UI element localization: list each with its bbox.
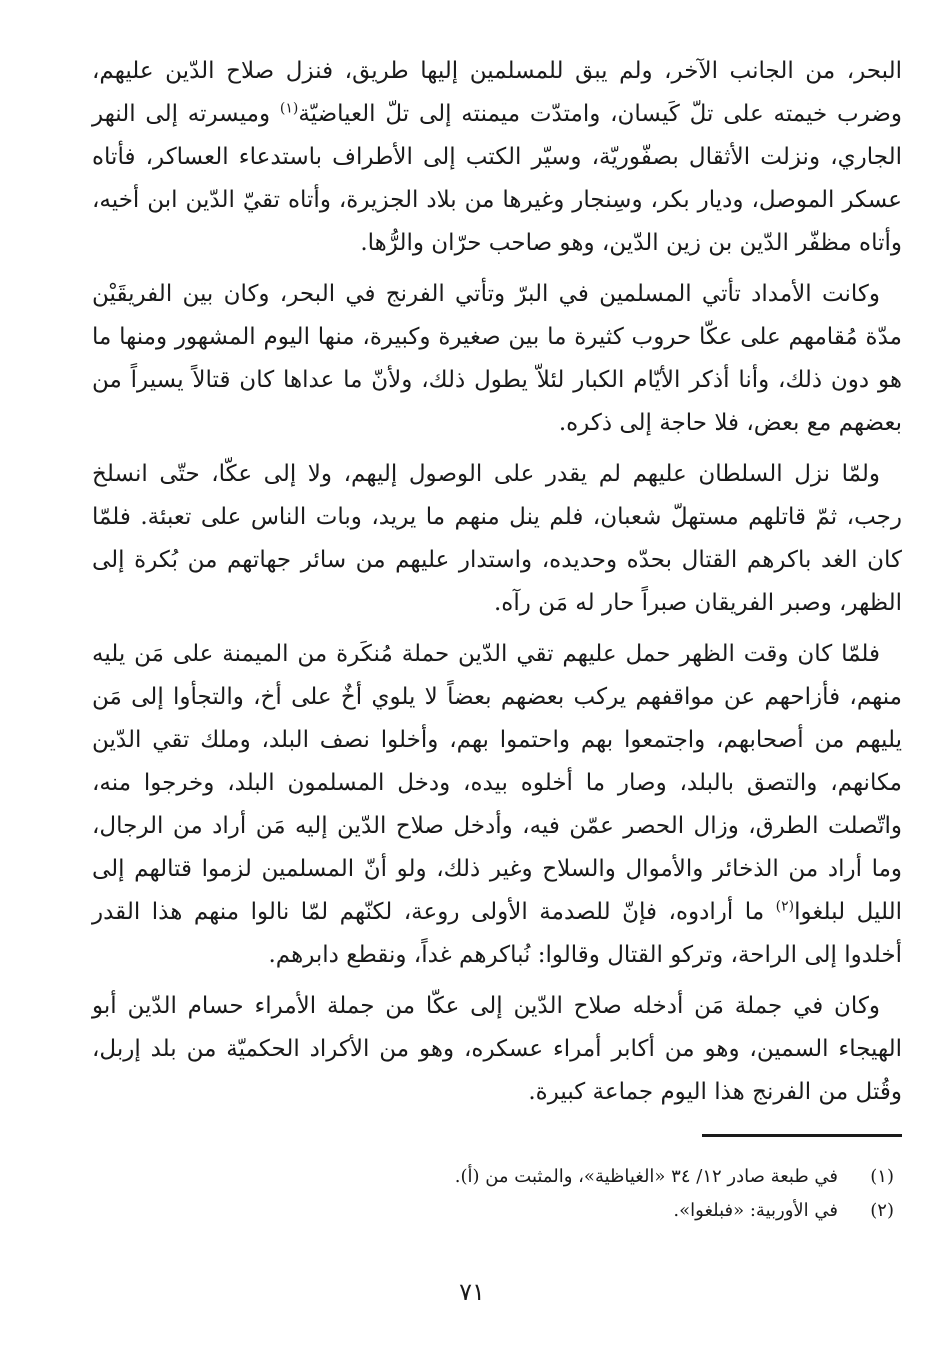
page-number: ٧١ bbox=[459, 1278, 485, 1306]
paragraph-5-text: وكان في جملة مَن أدخله صلاح الدّين إلى عكّا من جملة الأمراء حسام الدّين أبو الهيجاء السمين، وهو من أكابر أمراء عسكره، وهو من الأكراد الحكميّة من بلد إربل، وقُتل من الفرنج هذا اليوم جماعة كبيرة. bbox=[92, 993, 902, 1105]
main-text-block bbox=[92, 50, 902, 1122]
paragraph-2-text: وكانت الأمداد تأتي المسلمين في البرّ وتأتي الفرنج في البحر، وكان بين الفريقَيْن مدّة مُقامهم على عكّا حروب كثيرة ما بين صغيرة وكبيرة، منها اليوم المشهور ومنها ما هو دون ذلك، وأنا أذكر الأيّام الكبار لئلاّ يطول ذلك، ولأنّ ما عداها كان قتالاً يسيراً من بعضهم مع بعض، فلا حاجة إلى ذكره. bbox=[92, 281, 902, 436]
footnote-1-number: (١) bbox=[870, 1166, 894, 1187]
paragraph-3-text: ولمّا نزل السلطان عليهم لم يقدر على الوصول إليهم، ولا إلى عكّا، حتّى انسلخ رجب، ثمّ قاتلهم مستهلّ شعبان، فلم ينل منهم ما يريد، وبات الناس على تعبئة. فلمّا كان الغد باكرهم القتال بحدّه وحديده، واستدار عليهم من سائر جهاتهم من بُكرة إلى الظهر، وصبر الفريقان صبراً حار له مَن رآه. bbox=[92, 461, 902, 616]
paragraph-1-text: البحر، من الجانب الآخر، ولم يبق للمسلمين إليها طريق، فنزل صلاح الدّين عليهم، وضرب خيمته على تلّ كَيسان، وامتدّت ميمنته إلى تلّ العياضيّة bbox=[92, 58, 902, 127]
footnote-separator bbox=[702, 1134, 902, 1137]
paragraph-1-text-continued: وميسرته إلى النهر الجاري، ونزلت الأثقال بصفّوريّة، وسيّر الكتب إلى الأطراف باستدعاء العساكر، فأتاه عسكر الموصل، وديار بكر، وسِنجار وغيرها من بلاد الجزيرة، وأتاه تقيّ الدّين ابن أخيه، وأتاه مظفّر الدّين بن زين الدّين، وهو صاحب حرّان والرُّها. bbox=[92, 101, 902, 256]
paragraph-5 bbox=[92, 985, 902, 1114]
paragraph-3 bbox=[92, 453, 902, 625]
footnote-1 bbox=[92, 1160, 902, 1194]
paragraph-1 bbox=[92, 50, 902, 265]
footnote-ref-1: (١) bbox=[279, 100, 299, 117]
paragraph-4-text-continued: ما أرادوه، فإنّ للصدمة الأولى روعة، لكنّهم لمّا نالوا منهم هذا القدر أخلدوا إلى الراحة، وتركو القتال وقالوا: نُباكرهم غداً، ونقطع دابرهم. bbox=[92, 899, 902, 968]
footnotes bbox=[92, 1160, 902, 1228]
footnote-2-text: في الأوربية: «فبلغوا». bbox=[673, 1200, 838, 1221]
footnote-1-text: في طبعة صادر ١٢/ ٣٤ «الغياظية»، والمثبت من (أ). bbox=[454, 1166, 838, 1187]
footnote-2-number: (٢) bbox=[870, 1200, 894, 1221]
paragraph-4 bbox=[92, 633, 902, 977]
paragraph-4-text: فلمّا كان وقت الظهر حمل عليهم تقي الدّين حملة مُنكَرة من الميمنة على مَن يليه منهم، فأزاحهم عن مواقفهم يركب بعضهم بعضاً لا يلوي أخٌ على أخ، والتجأوا إلى مَن يليهم من أصحابهم، واجتمعوا بهم واحتموا بهم، وأخلوا نصف البلد، وملك تقي الدّين مكانهم، والتصق بالبلد، وصار ما أخلوه بيده، ودخل المسلمون البلد، وخرجوا منه، واتّصلت الطرق، وزال الحصر عمّن فيه، وأدخل صلاح الدّين إليه مَن أراد من الرجال، وما أراد من الذخائر والأموال والسلاح وغير ذلك، ولو أنّ المسلمين لزموا قتالهم إلى الليل لبلغوا bbox=[92, 641, 902, 925]
footnote-2 bbox=[92, 1194, 902, 1228]
footnote-ref-2: (٢) bbox=[775, 898, 795, 915]
paragraph-2 bbox=[92, 273, 902, 445]
